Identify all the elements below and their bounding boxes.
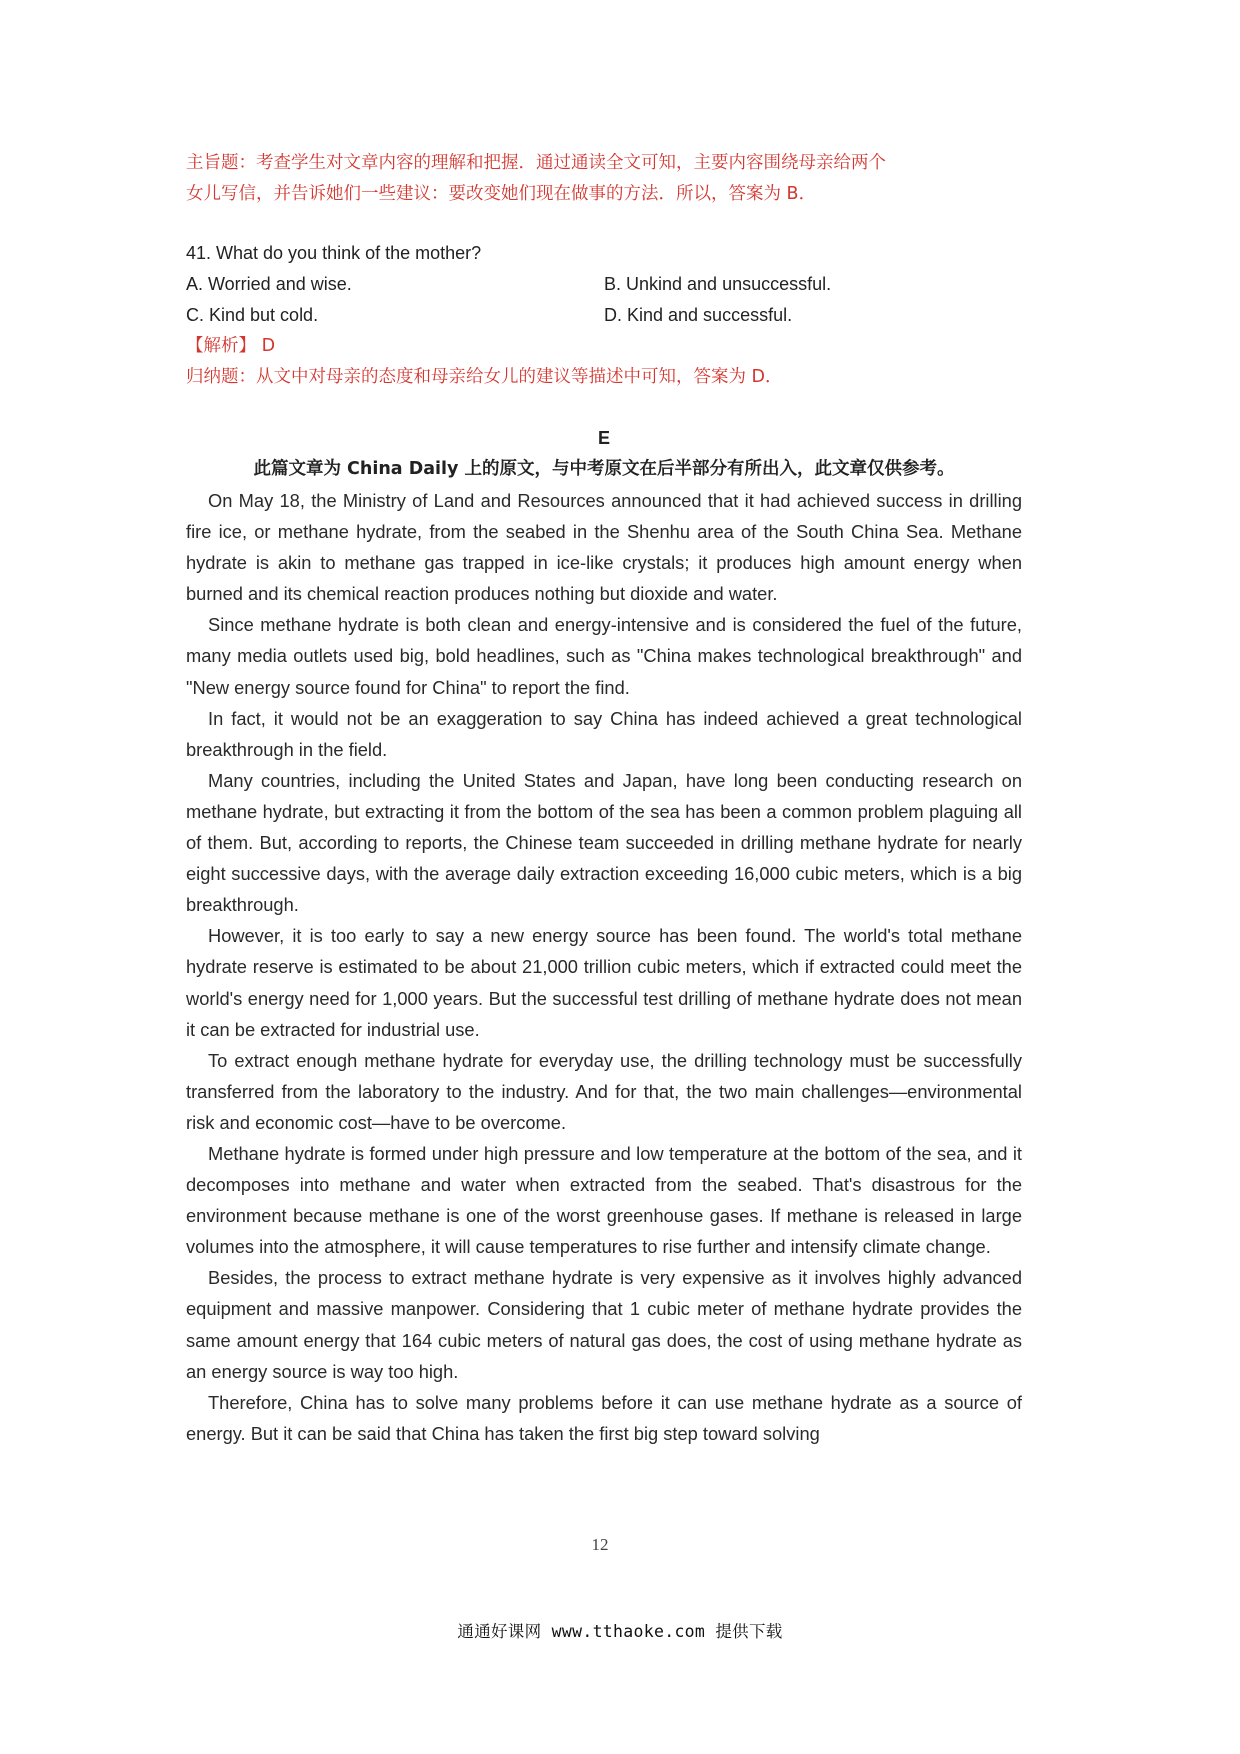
option-d: D. Kind and successful. xyxy=(604,305,793,325)
source-note: 此篇文章为 China Daily 上的原文，与中考原文在后半部分有所出入，此文章仅供参考。 xyxy=(253,459,955,479)
answer-value: D xyxy=(261,336,276,356)
download-footer: 通通好课网 www.tthaoke.com 提供下载 xyxy=(457,1622,783,1641)
section-heading: E xyxy=(597,428,610,448)
article-paragraph: On May 18, the Ministry of Land and Resources announced that it had achieved success in drilling fire ice, or methane hydrate, from the seabed in the Shenhu area of the South China Sea. Methane hydrate is akin to methane gas trapped in ice-like crystals; it produces high amount energy when burned and its chemical reaction produces nothing but dioxide and water. xyxy=(186,490,1022,605)
article-paragraph: Therefore, China has to solve many problems before it can use methane hydrate as a source of energy. But it can be said that China has taken the first big step toward solving xyxy=(186,1391,1022,1444)
options-row-1 xyxy=(186,269,1022,300)
question-41 xyxy=(186,238,1022,393)
document-page xyxy=(186,148,1022,1449)
answer-label: 【解析】 xyxy=(186,336,256,356)
article-paragraph: Many countries, including the United States and Japan, have long been conducting research on methane hydrate, but extracting it from the bottom of the sea has been a common problem plaguing all of them. But, according to reports, the Chinese team succeeded in drilling methane hydrate for nearly eight successive days, with the average daily extraction exceeding 16,000 cubic meters, which is a big breakthrough. xyxy=(186,769,1022,916)
options-row-2 xyxy=(186,300,1022,331)
article-paragraph: To extract enough methane hydrate for everyday use, the drilling technology must be successfully transferred from the laboratory to the industry. And for that, the two main challenges—environmental risk and economic cost—have to be overcome. xyxy=(186,1049,1022,1133)
option-b: B. Unkind and unsuccessful. xyxy=(604,274,832,294)
analysis-line-1: 主旨题：考查学生对文章内容的理解和把握．通过通读全文可知，主要内容围绕母亲给两个 xyxy=(186,153,886,173)
answer-line xyxy=(186,331,1022,362)
article-paragraph: Methane hydrate is formed under high pressure and low temperature at the bottom of the sea, and it decomposes into methane and water when extracted from the seabed. That's disastrous for the environment because methane is one of the worst greenhouse gases. If methane is released in large volumes into the atmosphere, it will cause temperatures to rise further and intensify climate change. xyxy=(186,1142,1022,1258)
article-body xyxy=(186,485,1022,1449)
question-stem: 41. What do you think of the mother? xyxy=(186,243,482,263)
article-paragraph: Besides, the process to extract methane hydrate is very expensive as it involves highly advanced equipment and massive manpower. Considering that 1 cubic meter of methane hydrate provides the same amount energy that 164 cubic meters of natural gas does, the cost of using methane hydrate as an energy source is way too high. xyxy=(186,1267,1022,1382)
article-paragraph: Since methane hydrate is both clean and energy-intensive and is considered the fuel of the future, many media outlets used big, bold headlines, such as "China makes technological breakthrough" and "New energy source found for China" to report the find. xyxy=(186,614,1022,698)
answer-explanation: 归纳题：从文中对母亲的态度和母亲给女儿的建议等描述中可知，答案为 D． xyxy=(186,367,783,387)
analysis-block xyxy=(186,148,1022,210)
article-paragraph: However, it is too early to say a new energy source has been found. The world's total methane hydrate reserve is estimated to be about 21,000 trillion cubic meters, which if extracted could meet the world's energy need for 1,000 years. But the successful test drilling of methane hydrate does not mean it can be extracted for industrial use. xyxy=(186,925,1022,1040)
analysis-line-2: 女儿写信，并告诉她们一些建议：要改变她们现在做事的方法．所以，答案为 B． xyxy=(186,184,817,204)
option-c: C. Kind but cold. xyxy=(186,305,319,325)
option-a: A. Worried and wise. xyxy=(186,274,352,294)
article-paragraph: In fact, it would not be an exaggeration to say China has indeed achieved a great technological breakthrough in the field. xyxy=(186,707,1022,760)
page-number: 12 xyxy=(591,1535,609,1554)
